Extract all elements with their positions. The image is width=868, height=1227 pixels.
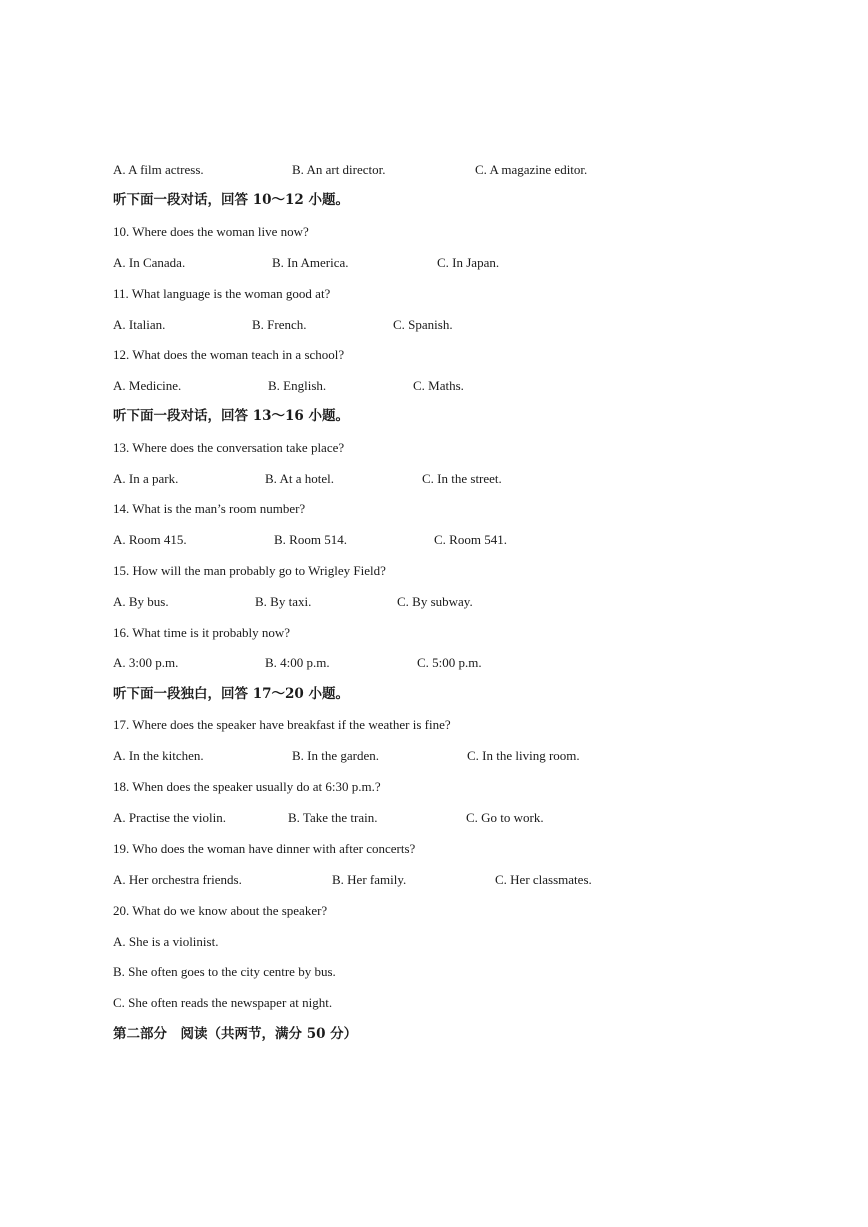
q10-option-b: B. In America. [272,255,349,270]
q13-question: 13. Where does the conversation take place? [113,440,345,455]
q20-option-b: B. She often goes to the city centre by bus. [113,964,336,979]
q18-option-c: C. Go to work. [466,810,544,825]
q18-option-b: B. Take the train. [288,810,378,825]
q11-option-c: C. Spanish. [393,317,453,332]
section-heading-13-16: 听下面一段对话，回答 13～16 小题。 [113,408,349,424]
q19-option-a: A. Her orchestra friends. [113,872,242,887]
q19-option-c: C. Her classmates. [495,872,592,887]
q15-option-b: B. By taxi. [255,594,312,609]
q16-question: 16. What time is it probably now? [113,625,291,640]
q19-question: 19. Who does the woman have dinner with after concerts? [113,841,416,856]
q16-option-b: B. 4:00 p.m. [265,655,330,670]
q17-option-b: B. In the garden. [292,748,380,763]
q19-option-b: B. Her family. [332,872,407,887]
q14-question: 14. What is the man’s room number? [113,501,306,516]
q16-option-c: C. 5:00 p.m. [417,655,482,670]
q18-question: 18. When does the speaker usually do at 6:30 p.m.? [113,779,381,794]
q12-option-b: B. English. [268,378,327,393]
q12-option-c: C. Maths. [413,378,464,393]
q20-option-c: C. She often reads the newspaper at night. [113,995,333,1010]
q15-question: 15. How will the man probably go to Wrigley Field? [113,563,386,578]
q10-option-a: A. In Canada. [113,255,186,270]
q11-option-b: B. French. [252,317,307,332]
q11-question: 11. What language is the woman good at? [113,286,331,301]
q9-option-c: C. A magazine editor. [475,162,588,177]
q17-option-a: A. In the kitchen. [113,748,204,763]
q13-option-a: A. In a park. [113,471,179,486]
q15-option-c: C. By subway. [397,594,473,609]
q13-option-c: C. In the street. [422,471,502,486]
q14-option-b: B. Room 514. [274,532,347,547]
q12-option-a: A. Medicine. [113,378,182,393]
q20-option-a: A. She is a violinist. [113,934,219,949]
q17-question: 17. Where does the speaker have breakfast if the weather is fine? [113,717,451,732]
q9-option-a: A. A film actress. [113,162,204,177]
section-heading-17-20: 听下面一段独白，回答 17～20 小题。 [113,686,349,702]
part2-heading: 第二部分 阅读（共两节，满分 50 分） [113,1026,358,1042]
q10-question: 10. Where does the woman live now? [113,224,309,239]
q15-option-a: A. By bus. [113,594,169,609]
q14-option-a: A. Room 415. [113,532,187,547]
q17-option-c: C. In the living room. [467,748,580,763]
q18-option-a: A. Practise the violin. [113,810,227,825]
q12-question: 12. What does the woman teach in a school? [113,347,345,362]
q13-option-b: B. At a hotel. [265,471,334,486]
q11-option-a: A. Italian. [113,317,166,332]
section-heading-10-12: 听下面一段对话，回答 10～12 小题。 [113,192,349,208]
q14-option-c: C. Room 541. [434,532,507,547]
q10-option-c: C. In Japan. [437,255,500,270]
q16-option-a: A. 3:00 p.m. [113,655,179,670]
q20-question: 20. What do we know about the speaker? [113,903,328,918]
q9-option-b: B. An art director. [292,162,386,177]
